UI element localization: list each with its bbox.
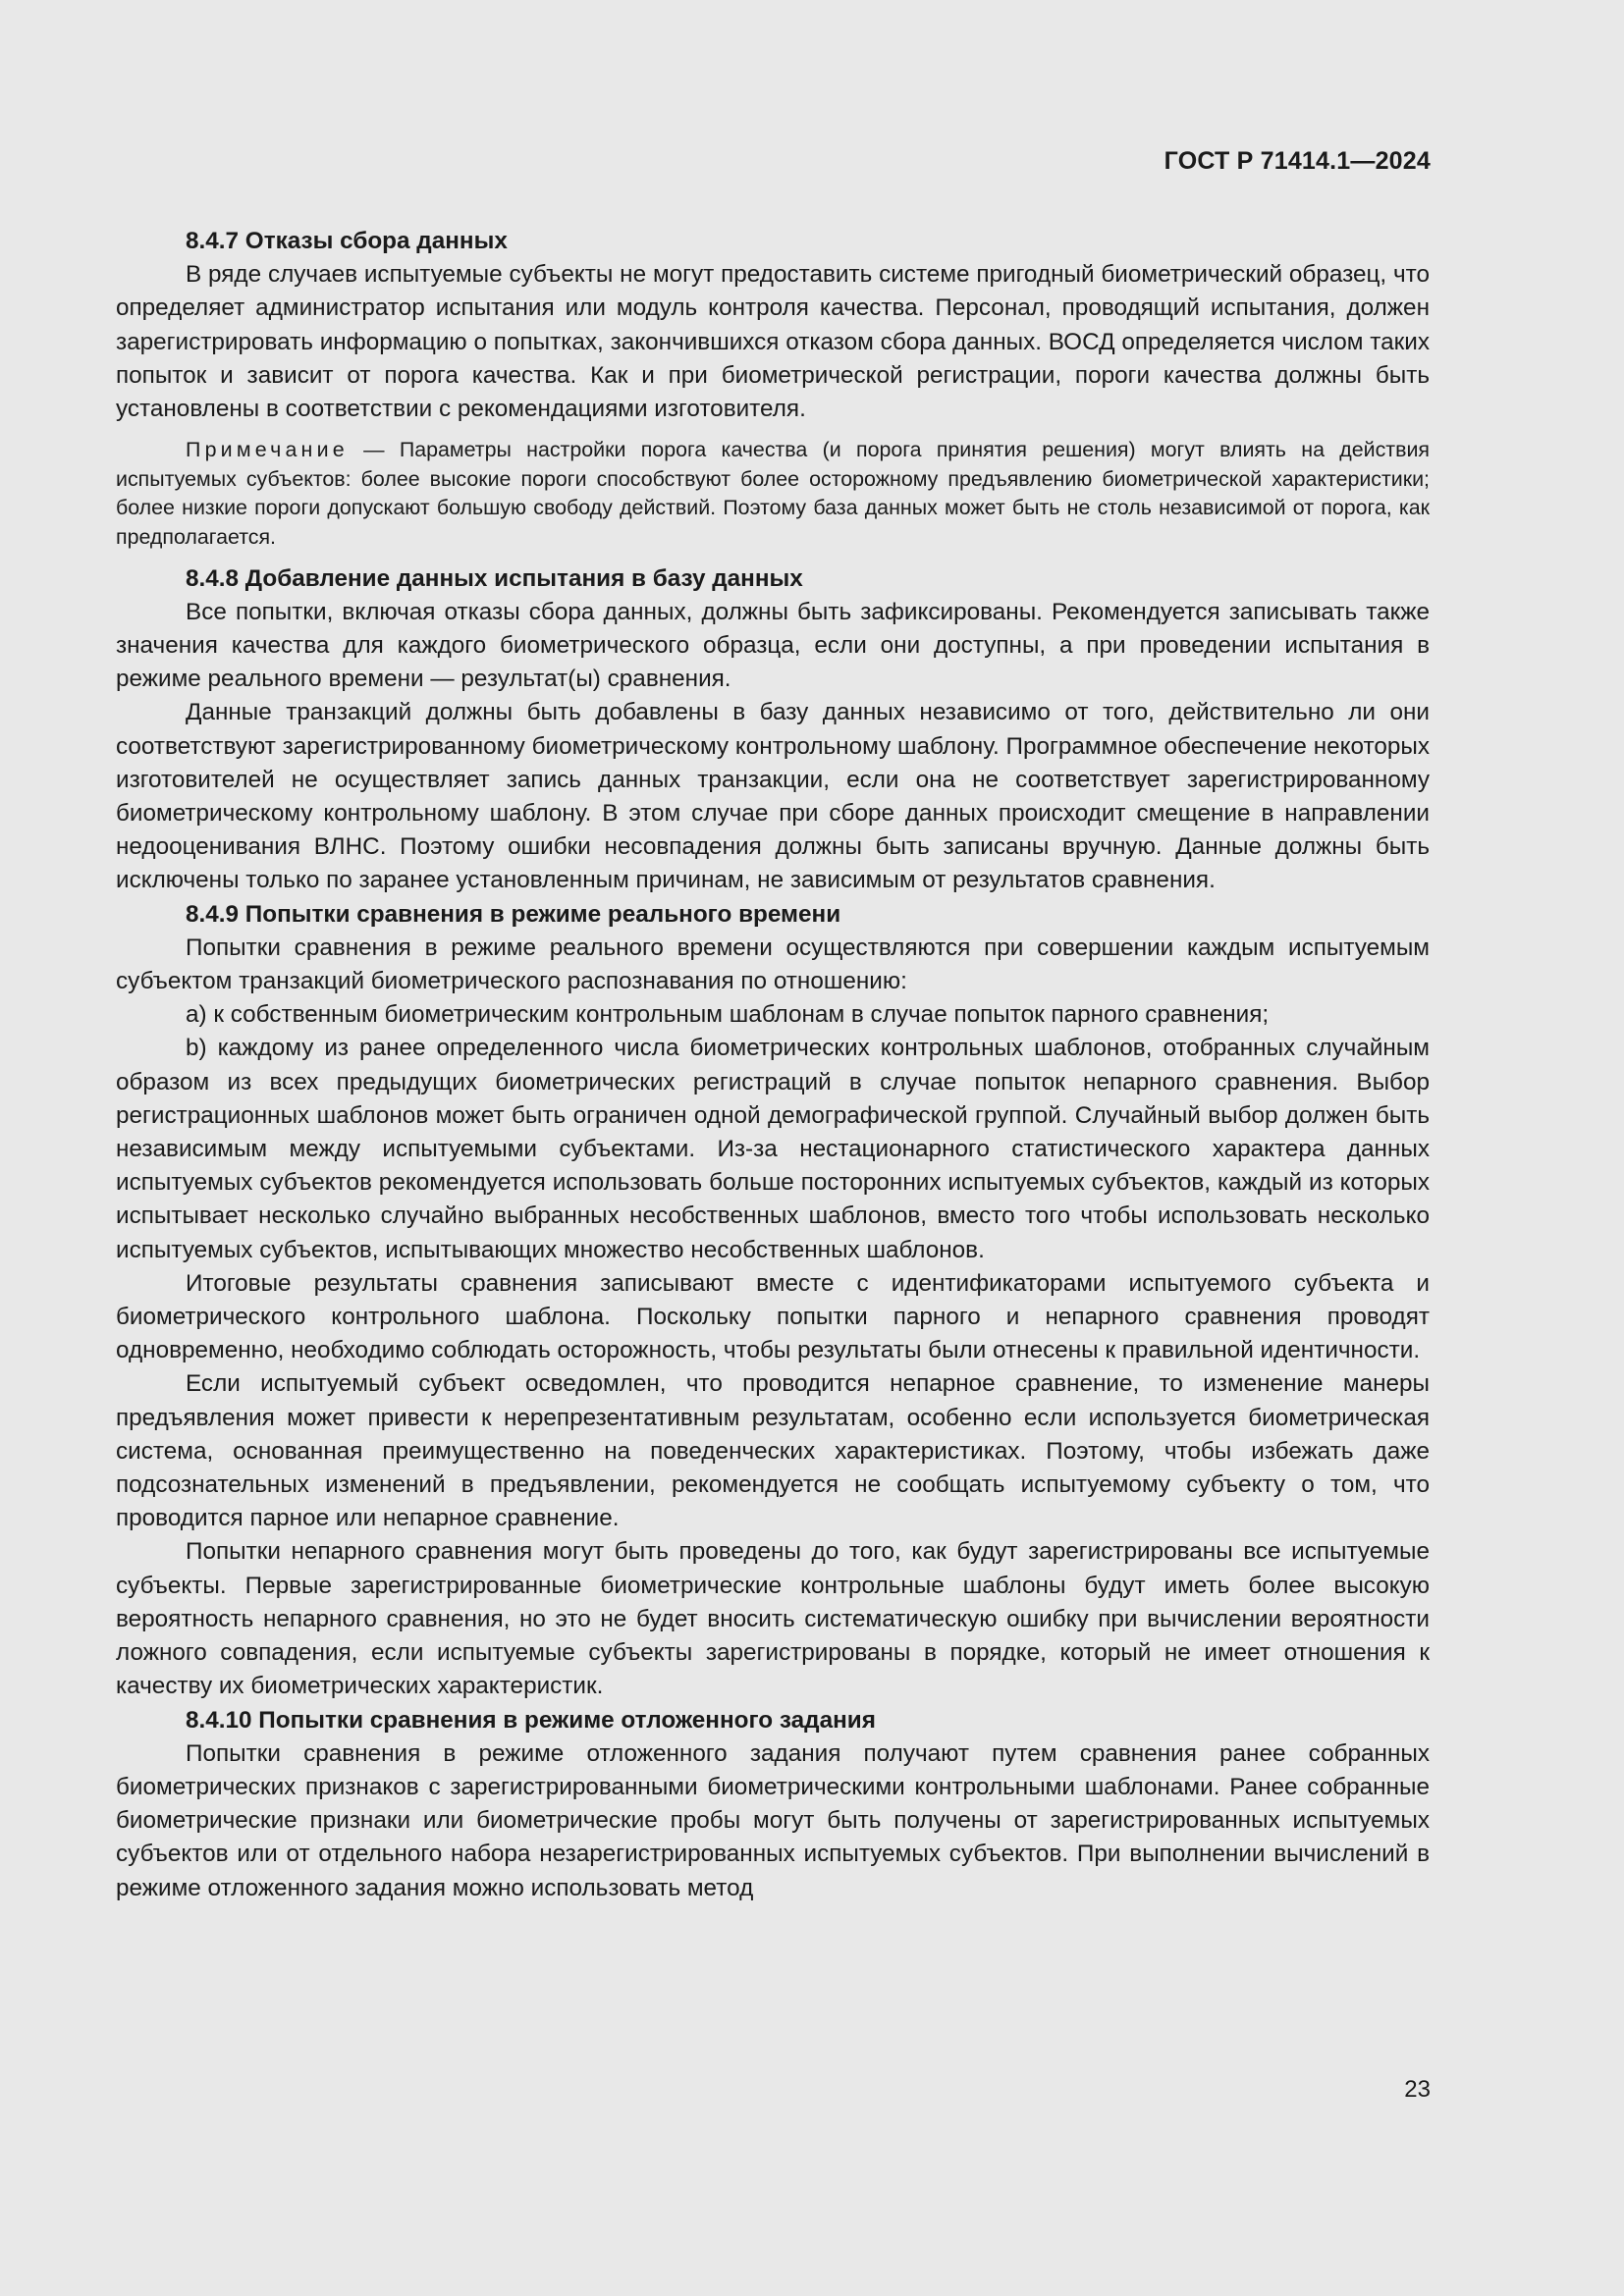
paragraph: Если испытуемый субъект осведомлен, что проводится непарное сравнение, то изменение манеры предъявления может привести к нерепрезентативным результатам, особенно если используется биометрическая система, основанная преимущественно на поведенческих характеристиках. Поэтому, чтобы избежать даже подсознательных изменений в предъявлении, рекомендуется не сообщать испытуемому субъекту о том, что проводится парное или непарное сравнение. bbox=[116, 1370, 1430, 1532]
section-heading-8-4-10: 8.4.10 Попытки сравнения в режиме отложенного задания bbox=[186, 1706, 876, 1734]
paragraph: Все попытки, включая отказы сбора данных, должны быть зафиксированы. Рекомендуется записывать также значения качества для каждого биометрического образца, если они доступны, а при проведении испытания в режиме реального времени — результат(ы) сравнения. bbox=[116, 598, 1430, 693]
section-heading-8-4-8: 8.4.8 Добавление данных испытания в базу данных bbox=[186, 564, 803, 592]
note-label: Примечание bbox=[186, 438, 349, 462]
document-code-header: ГОСТ Р 71414.1—2024 bbox=[1164, 147, 1431, 175]
list-item-a: a) к собственным биометрическим контрольным шаблонам в случае попыток парного сравнения; bbox=[186, 1001, 1270, 1029]
document-body bbox=[116, 225, 1430, 1905]
page-number: 23 bbox=[1404, 2076, 1431, 2103]
paragraph: Попытки сравнения в режиме реального времени осуществляются при совершении каждым испытуемым субъектом транзакций биометрического распознавания по отношению: bbox=[116, 934, 1430, 995]
section-heading-8-4-7: 8.4.7 Отказы сбора данных bbox=[186, 228, 508, 254]
paragraph: Итоговые результаты сравнения записывают вместе с идентификаторами испытуемого субъекта и биометрического контрольного шаблона. Поскольку попытки парного и непарного сравнения проводят одновременно, необходимо соблюдать осторожность, чтобы результаты были отнесены к правильной идентичности. bbox=[116, 1269, 1430, 1364]
section-heading-8-4-9: 8.4.9 Попытки сравнения в режиме реального времени bbox=[186, 900, 841, 928]
list-item-b: b) каждому из ранее определенного числа биометрических контрольных шаблонов, отобранных случайным образом из всех предыдущих биометрических регистраций в случае попыток непарного сравнения. Выбор регистрационных шаблонов может быть ограничен одной демографической группой. Случайный выбор должен быть независимым между испытуемыми субъектами. Из-за нестационарного статистического характера данных испытуемых субъектов рекомендуется использовать больше посторонних испытуемых субъектов, каждый из которых испытывает несколько случайно выбранных несобственных шаблонов, вместо того чтобы использовать несколько испытуемых субъектов, испытывающих множество несобственных шаблонов. bbox=[116, 1035, 1430, 1263]
paragraph: Попытки непарного сравнения могут быть проведены до того, как будут зарегистрированы все испытуемые субъекты. Первые зарегистрированные биометрические контрольные шаблоны будут иметь более высокую вероятность непарного сравнения, но это не будет вносить систематическую ошибку при вычислении вероятности ложного совпадения, если испытуемые субъекты зарегистрированы в порядке, который не имеет отношения к качеству их биометрических характеристик. bbox=[116, 1538, 1430, 1700]
paragraph: В ряде случаев испытуемые субъекты не могут предоставить системе пригодный биометрический образец, что определяет администратор испытания или модуль контроля качества. Персонал, проводящий испытания, должен зарегистрировать информацию о попытках, закончившихся отказом сбора данных. ВОСД определяется числом таких попыток и зависит от порога качества. Как и при биометрической регистрации, пороги качества должны быть установлены в соответствии с рекомендациями изготовителя. bbox=[116, 261, 1430, 423]
note-text: — Параметры настройки порога качества (и порога принятия решения) могут влиять на действия испытуемых субъектов: более высокие пороги способствуют более осторожному предъявлению биометрической характеристики; более низкие пороги допускают большую свободу действий. Поэтому база данных может быть не столь независимой от порога, как предполагается. bbox=[116, 438, 1430, 549]
note-paragraph bbox=[116, 436, 1430, 552]
paragraph: Попытки сравнения в режиме отложенного задания получают путем сравнения ранее собранных биометрических признаков с зарегистрированными биометрическими контрольными шаблонами. Ранее собранные биометрические признаки или биометрические пробы могут быть получены от зарегистрированных испытуемых субъектов или от отдельного набора незарегистрированных испытуемых субъектов. При выполнении вычислений в режиме отложенного задания можно использовать метод bbox=[116, 1739, 1430, 1901]
paragraph: Данные транзакций должны быть добавлены в базу данных независимо от того, действительно ли они соответствуют зарегистрированному биометрическому контрольному шаблону. Программное обеспечение некоторых изготовителей не осуществляет запись данных транзакции, если она не соответствует зарегистрированному биометрическому контрольному шаблону. В этом случае при сборе данных происходит смещение в направлении недооценивания ВЛНС. Поэтому ошибки несовпадения должны быть записаны вручную. Данные должны быть исключены только по заранее установленным причинам, не зависимым от результатов сравнения. bbox=[116, 699, 1430, 894]
